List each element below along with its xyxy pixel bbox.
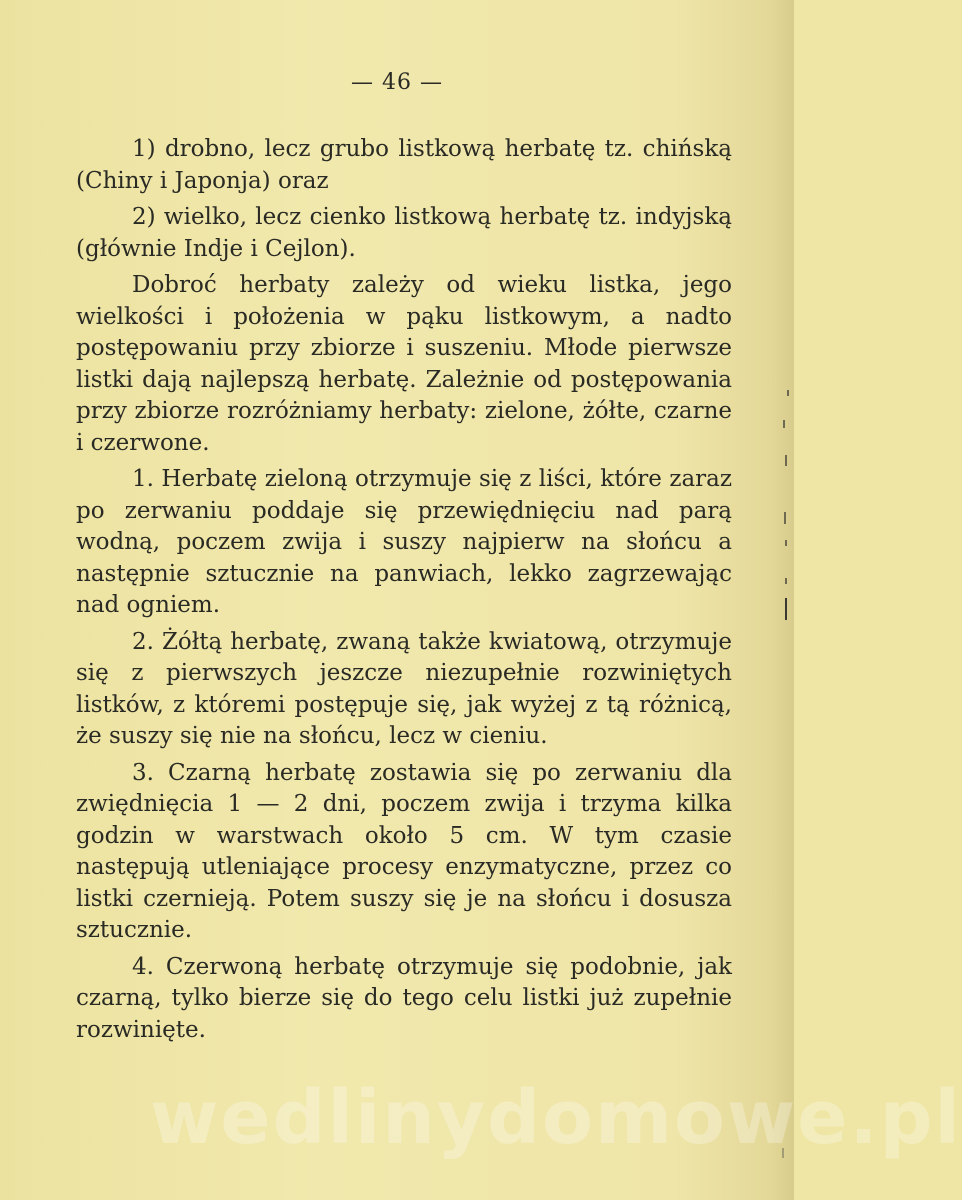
paragraph: 2) wielko, lecz cienko listkową herbatę tz. indyjską (głównie Indje i Cejlon). (76, 204, 732, 262)
page-edge-marks (774, 0, 794, 1200)
paragraph: 1. Herbatę zieloną otrzymuje się z liści, które zaraz po zerwaniu poddaje się przewiędnięciu nad parą wodną, poczem zwija i suszy najpierw na słońcu a następnie sztucznie na panwiach, lekko zagrzewając nad ogniem. (76, 466, 732, 618)
paragraph: 4. Czerwoną herbatę otrzymuje się podobnie, jak czarną, tylko bierze się do tego celu listki już zupełnie rozwinięte. (76, 953, 732, 1043)
watermark: wedlinydomowe.pl (150, 1075, 962, 1161)
paragraph: Dobroć herbaty zależy od wieku listka, jego wielkości i położenia w pąku listkowym, a nadto postępowaniu przy zbiorze i suszeniu. Młode pierwsze listki dają najlepszą herbatę. Zależnie od postępowania przy zbiorze rozróżniamy herbaty: zielone, żółte, czarne i czerwone. (76, 272, 732, 456)
paragraph: 2. Żółtą herbatę, zwaną także kwiatową, otrzymuje się z pierwszych jeszcze niezupełnie rozwiniętych listków, z któremi postępuje się, jak wyżej z tą różnicą, że suszy się nie na słońcu, lecz w cieniu. (76, 628, 732, 749)
body-text (76, 134, 732, 1051)
paragraph: 3. Czarną herbatę zostawia się po zerwaniu dla zwiędnięcia 1 — 2 dni, poczem zwija i trzyma kilka godzin w warstwach około 5 cm. W tym czasie następują utleniające procesy enzymatyczne, przez co listki czernieją. Potem suszy się je na słońcu i dosusza sztucznie. (76, 759, 732, 943)
paragraph: 1) drobno, lecz grubo listkową herbatę tz. chińską (Chiny i Japonja) oraz (76, 136, 732, 194)
page-number: — 46 — (351, 70, 443, 95)
